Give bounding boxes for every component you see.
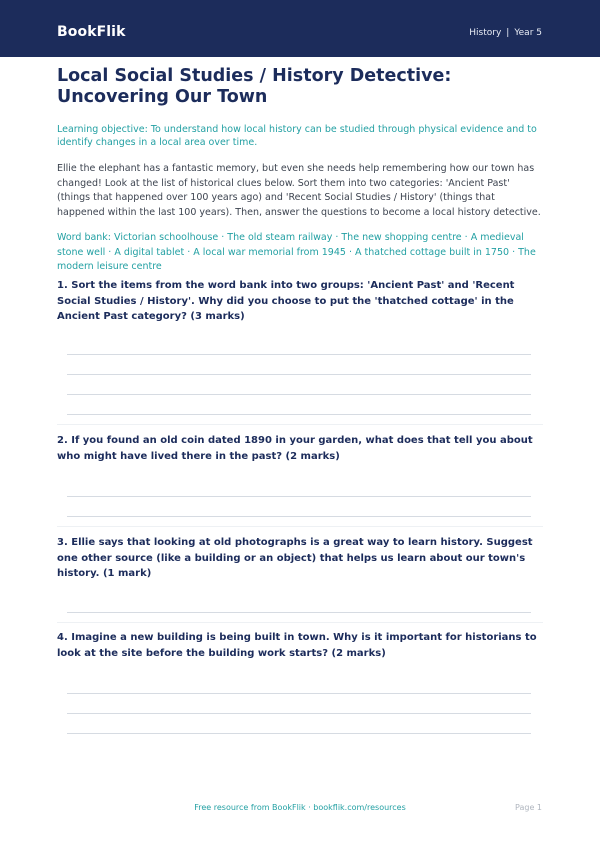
word-bank: Word bank: Victorian schoolhouse · The old steam railway · The new shopping centre · A medieval stone well · A digital tablet · A local war memorial from 1945 · A thatched cottage built in 1750 · The modern leisure centre bbox=[57, 232, 536, 272]
subject-year-label bbox=[469, 27, 542, 39]
question-1: 1. Sort the items from the word bank into two groups: 'Ancient Past' and 'Recent Social Studies / History'. Why did you choose to put the 'thatched cottage' in the Ancient Past category? (3 marks) bbox=[57, 280, 515, 322]
answer-line[interactable] bbox=[67, 354, 531, 355]
question-divider bbox=[57, 526, 543, 527]
question-2: 2. If you found an old coin dated 1890 in your garden, what does that tell you about who might have lived there in the past? (2 marks) bbox=[57, 435, 533, 462]
question-4: 4. Imagine a new building is being built in town. Why is it important for historians to look at the site before the building work starts? (2 marks) bbox=[57, 632, 537, 659]
answer-line[interactable] bbox=[67, 733, 531, 734]
answer-line[interactable] bbox=[67, 394, 531, 395]
question-divider bbox=[57, 424, 543, 425]
page-header bbox=[0, 0, 600, 57]
answer-line[interactable] bbox=[67, 374, 531, 375]
answer-line[interactable] bbox=[67, 516, 531, 517]
year-label: Year 5 bbox=[514, 28, 542, 38]
learning-objective: Learning objective: To understand how local history can be studied through physical evidence and to identify changes in a local area over time. bbox=[57, 124, 537, 148]
answer-line[interactable] bbox=[67, 693, 531, 694]
worksheet-intro bbox=[57, 66, 543, 275]
page-number: Page 1 bbox=[515, 803, 542, 812]
page-title: Local Social Studies / History Detective: Uncovering Our Town bbox=[57, 66, 452, 107]
answer-line[interactable] bbox=[67, 612, 531, 613]
answer-line[interactable] bbox=[67, 414, 531, 415]
answer-line[interactable] bbox=[67, 713, 531, 714]
question-divider bbox=[57, 622, 543, 623]
page-footer bbox=[0, 802, 600, 814]
question-3: 3. Ellie says that looking at old photographs is a great way to learn history. Suggest one other source (like a building or an object) that helps us learn about our town's history. (1 mark) bbox=[57, 537, 533, 579]
subject-label: History bbox=[469, 28, 502, 38]
header-separator: | bbox=[506, 28, 510, 38]
brand-logo[interactable]: BookFlik bbox=[57, 24, 126, 40]
answer-line[interactable] bbox=[67, 496, 531, 497]
footer-credit-link[interactable]: Free resource from BookFlik · bookflik.com/resources bbox=[194, 803, 406, 812]
intro-paragraph: Ellie the elephant has a fantastic memory, but even she needs help remembering how our town has changed! Look at the list of historical clues below. Sort them into two categories: 'Ancient Past' (things that happened over 100 years ago) and 'Recent Social Studies / History' (things that happened within the last 100 years). Then, answer the questions to become a local history detective. bbox=[57, 163, 541, 218]
